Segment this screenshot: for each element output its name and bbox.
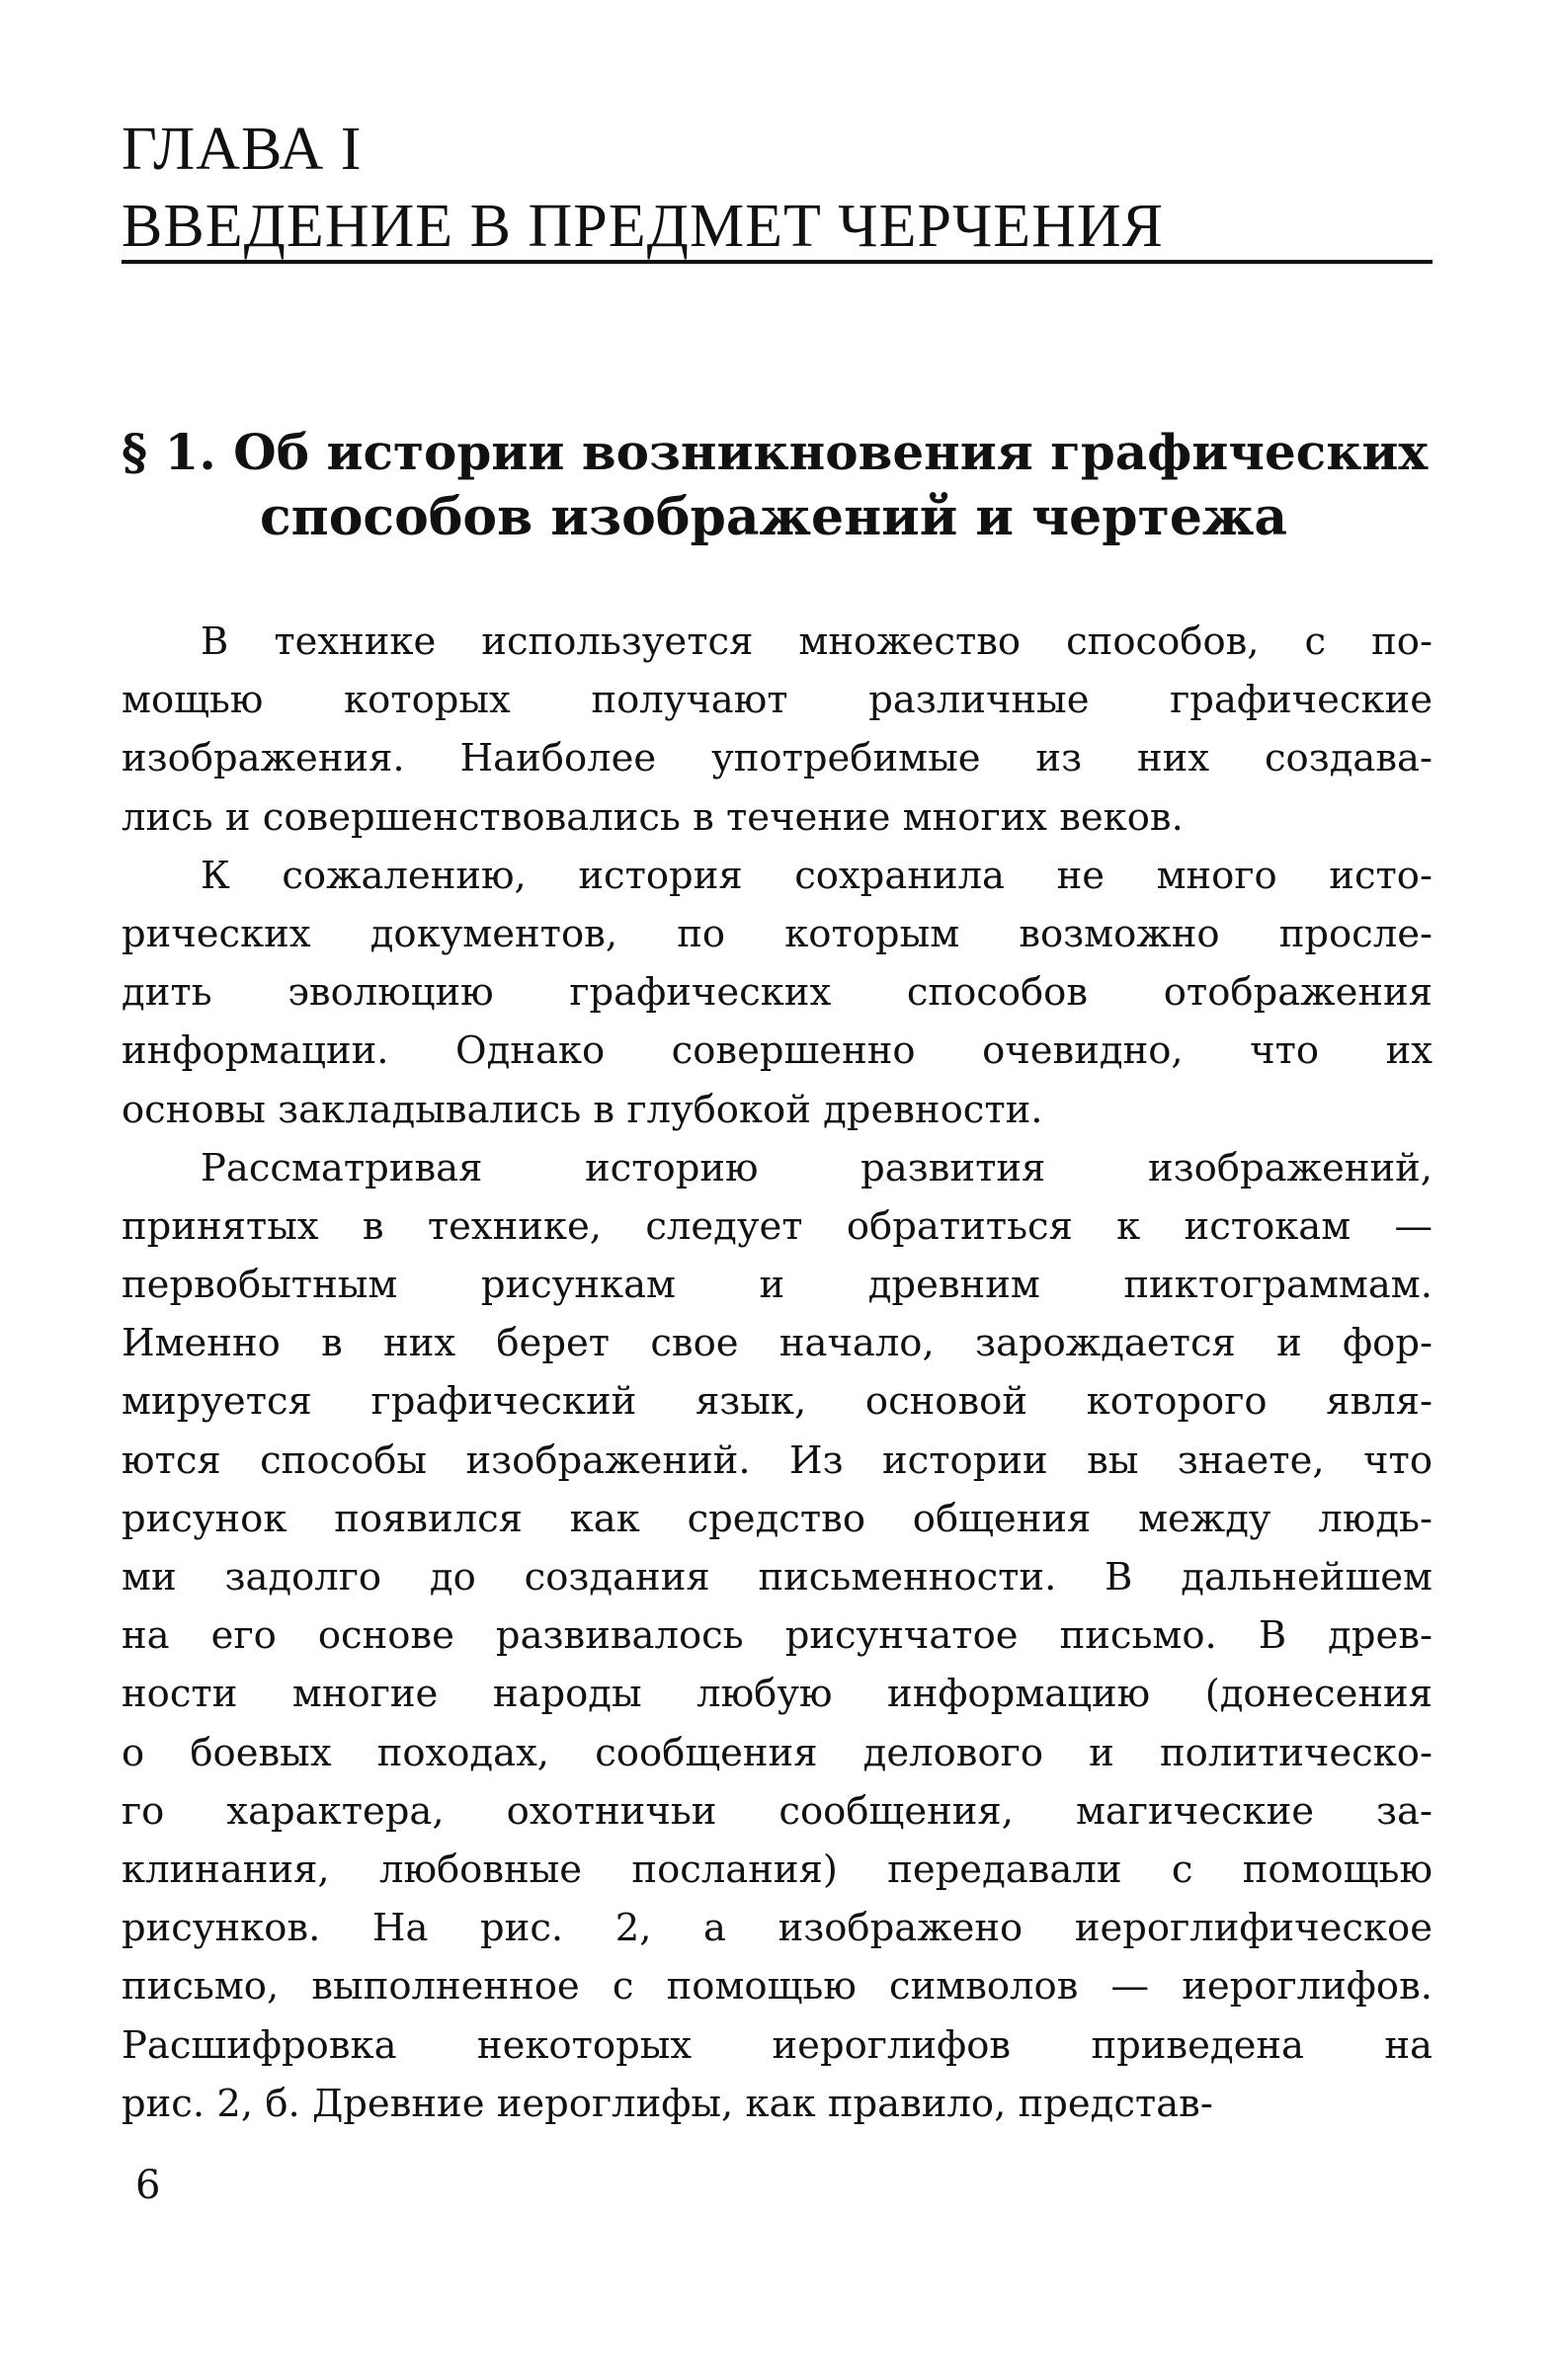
chapter-divider [122,260,1433,264]
paragraph-3-line: ются способы изображений. Из истории вы знаете, что [122,1437,1433,1483]
section-heading [122,420,1433,550]
paragraph-3-line: на его основе развивалось рисунчатое письмо. В древ- [122,1613,1433,1659]
paragraph-2-line: рических документов, по которым возможно просле- [122,911,1433,956]
paragraph-3-line: клинания, любовные послания) передавали с помощью [122,1847,1433,1892]
paragraph-3-line: Расшифровка некоторых иероглифов приведена на [122,2022,1433,2068]
paragraph-3-line: го характера, охотничьи сообщения, магические за- [122,1788,1433,1834]
paragraph-3-line: Рассматривая историю развития изображений, [201,1145,1433,1190]
paragraph-1-line: В технике используется множество способов, с по- [201,619,1433,664]
paragraph-3-line: рисунков. На рис. 2, а изображено иероглифическое [122,1906,1433,1951]
paragraph-1-line: лись и совершенствовались в течение многих веков. [122,794,1184,840]
paragraph-3-line: ности многие народы любую информацию (донесения [122,1672,1433,1717]
paragraph-2-line: основы закладывались в глубокой древности. [122,1087,1043,1132]
paragraph-1-line: мощью которых получают различные графические [122,678,1433,723]
paragraph-3-line: рис. 2, б. Древние иероглифы, как правило, представ- [122,2081,1213,2126]
page-number: 6 [135,2163,161,2208]
paragraph-1-line: изображения. Наиболее употребимые из них создава- [122,736,1433,781]
paragraph-3-line: о боевых походах, сообщения делового и политическо- [122,1730,1433,1775]
paragraph-2-line: К сожалению, история сохранила не много исто- [201,853,1433,898]
paragraph-2-line: информации. Однако совершенно очевидно, что их [122,1028,1433,1074]
paragraph-2-line: дить эволюцию графических способов отображения [122,970,1433,1016]
section-heading-line-1: § 1. Об истории возникновения графических [122,423,1429,481]
paragraph-3-line: мируется графический язык, основой которого явля- [122,1379,1433,1425]
paragraph-3-line: ми задолго до создания письменности. В дальнейшем [122,1555,1433,1600]
paragraph-3-line: первобытным рисункам и древним пиктограммам. [122,1263,1433,1308]
chapter-title: ВВЕДЕНИЕ В ПРЕДМЕТ ЧЕРЧЕНИЯ [122,193,1165,260]
paragraph-3-line: письмо, выполненное с помощью символов — иероглифов. [122,1964,1433,2010]
section-heading-line-2: способов изображений и чертежа [260,487,1288,547]
chapter-label: ГЛАВА I [122,116,363,183]
paragraph-3-line: рисунок появился как средство общения между людь- [122,1496,1433,1541]
paragraph-3-line: принятых в технике, следует обратиться к истокам — [122,1203,1433,1249]
body-text [122,613,1433,2133]
paragraph-3-line: Именно в них берет свое начало, зарождается и фор- [122,1321,1433,1366]
chapter-header [122,111,1433,265]
